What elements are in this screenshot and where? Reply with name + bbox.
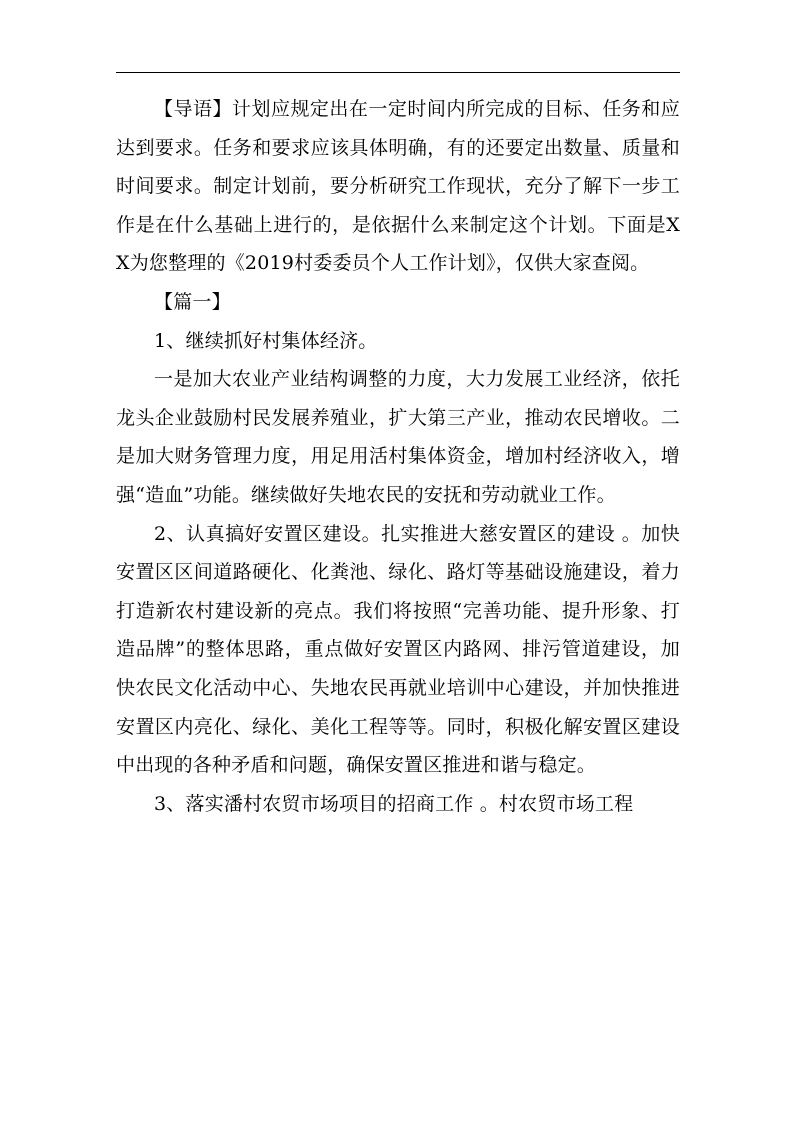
section-heading: 【篇一】 — [154, 290, 231, 313]
item-2-paragraph: 2、认真搞好安置区建设。扎实推进大慈安置区的建设 。加快安置区区间道路硬化、化粪池、绿化、路灯等基础设施建设，着力打造新农村建设新的亮点。我们将按照“完善功能、提升形象、打造品牌”的整体思路，重点做好安置区内路网、排污管道建设，加快农民文化活动中心、失地农民再就业培训中心建设，并加快推进安置区内亮化、绿化、美化工程等等。同时，积极化解安置区建设中出现的各种矛盾和问题，确保安置区推进和谐与稳定。 — [116, 522, 680, 777]
item-3-paragraph: 3、落实潘村农贸市场项目的招商工作 。村农贸市场工程 — [154, 792, 634, 815]
item-1-body: 一是加大农业产业结构调整的力度，大力发展工业经济，依托龙头企业鼓励村民发展养殖业，扩大第三产业，推动农民增收。二是加大财务管理力度，用足用活村集体资金，增加村经济收入，增强“造血”功能。继续做好失地农民的安抚和劳动就业工作。 — [116, 368, 680, 506]
document-body — [116, 90, 680, 823]
intro-paragraph: 【导语】计划应规定出在一定时间内所完成的目标、任务和应达到要求。任务和要求应该具体明确，有的还要定出数量、质量和时间要求。制定计划前，要分析研究工作现状，充分了解下一步工作是在什么基础上进行的，是依据什么来制定这个计划。下面是XX为您整理的《2019村委委员个人工作计划》，仅供大家查阅。 — [116, 98, 680, 275]
item-1-heading: 1、继续抓好村集体经济。 — [154, 329, 378, 352]
header-rule — [116, 72, 680, 73]
